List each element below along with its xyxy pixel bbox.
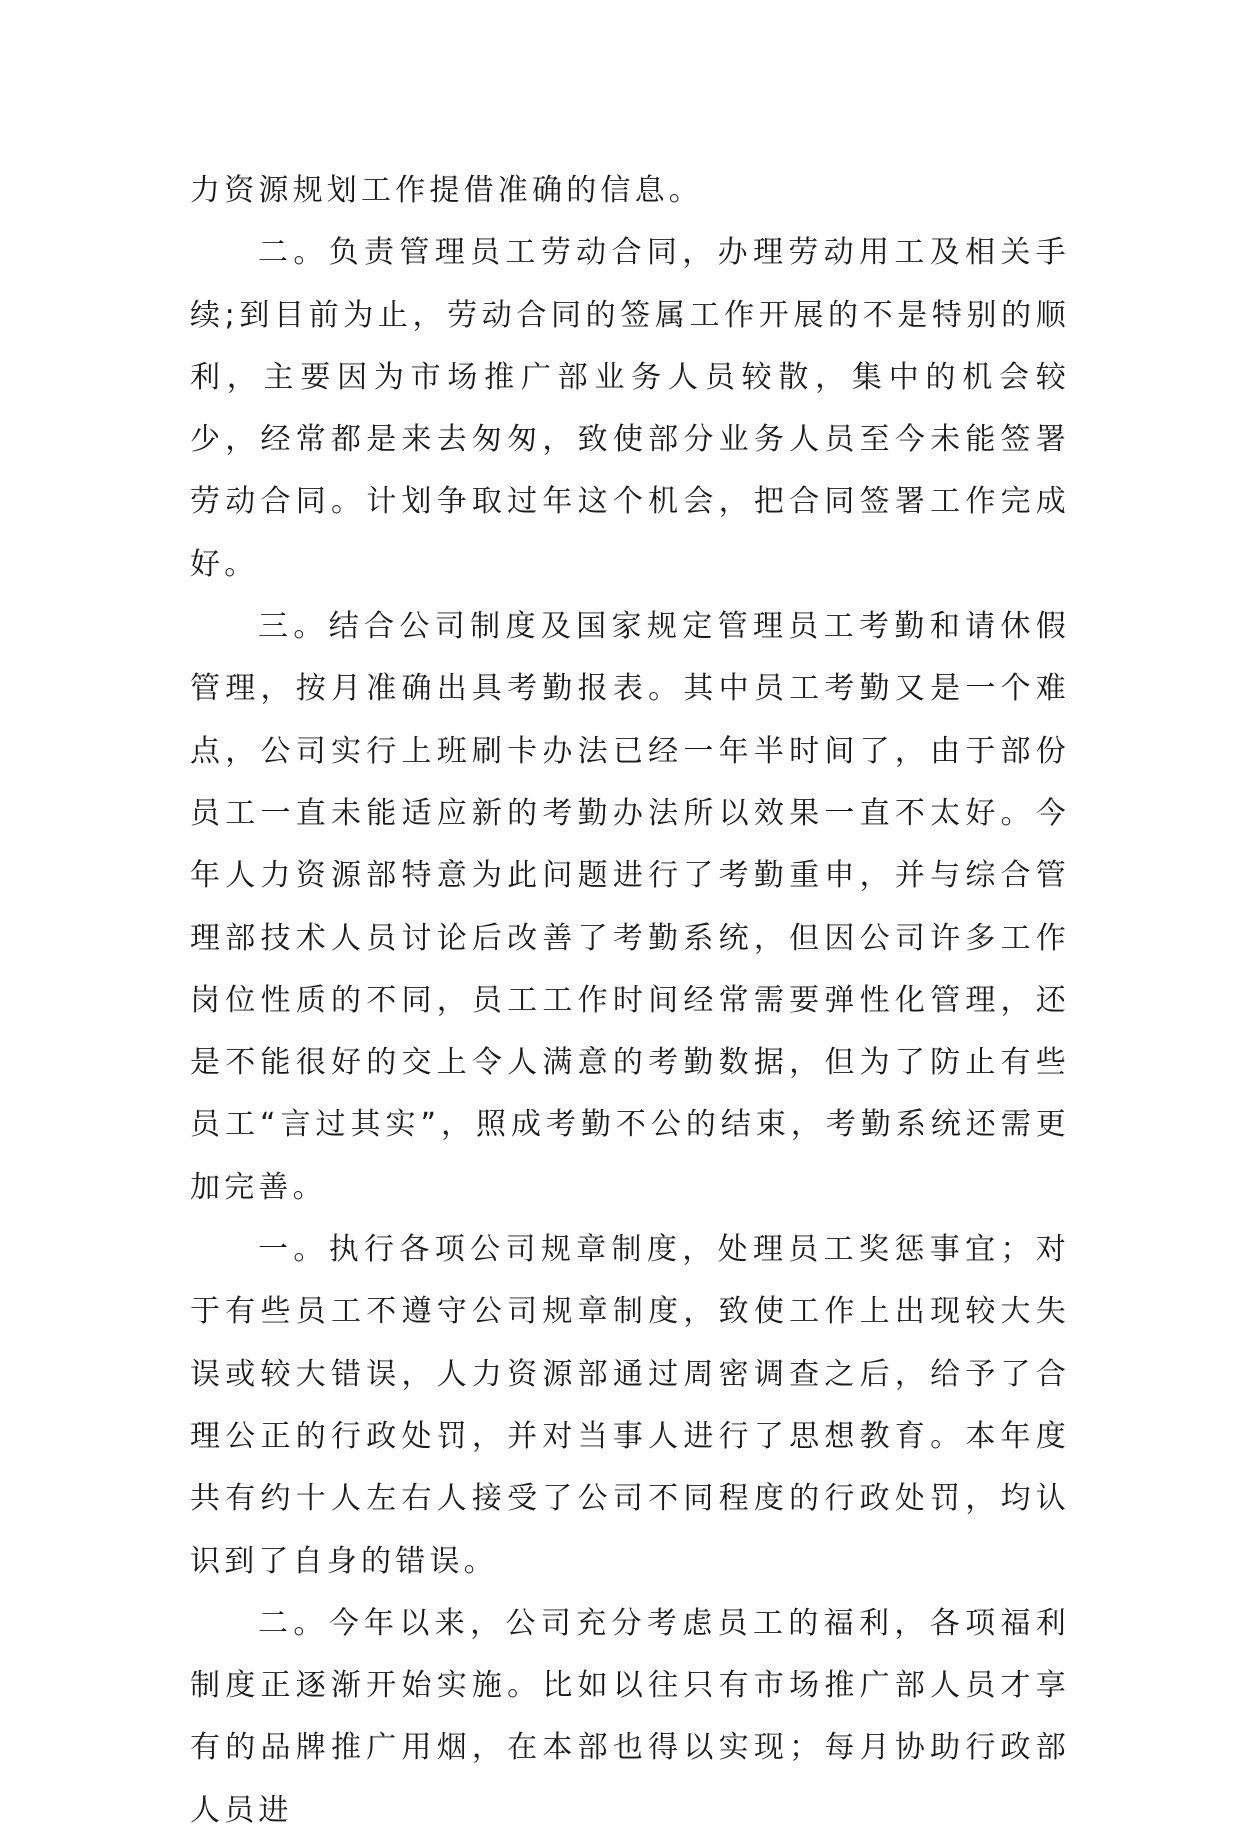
paragraph-4: 一。执行各项公司规章制度，处理员工奖惩事宜；对于有些员工不遵守公司规章制度，致使工作上出现较大失误或较大错误，人力资源部通过周密调查之后，给予了合理公正的行政处罚，并对当事人进行了思想教育。本年度共有约十人左右人接受了公司不同程度的行政处罚，均认识到了自身的错误。 bbox=[190, 1232, 1070, 1579]
paragraph-1: 力资源规划工作提借准确的信息。 bbox=[190, 173, 703, 208]
paragraph-2: 二。负责管理员工劳动合同，办理劳动用工及相关手续;到目前为止，劳动合同的签属工作开展的不是特别的顺利，主要因为市场推广部业务人员较散，集中的机会较少，经常都是来去匆匆，致使部分业务人员至今未能签署劳动合同。计划争取过年这个机会，把合同签署工作完成好。 bbox=[190, 235, 1070, 582]
paragraph-3: 三。结合公司制度及国家规定管理员工考勤和请休假管理，按月准确出具考勤报表。其中员工考勤又是一个难点，公司实行上班刷卡办法已经一年半时间了，由于部份员工一直未能适应新的考勤办法所以效果一直不太好。今年人力资源部特意为此问题进行了考勤重申，并与综合管理部技术人员讨论后改善了考勤系统，但因公司许多工作岗位性质的不同，员工工作时间经常需要弹性化管理，还 是不能很好的交上令人满意的考勤数据，但为了防止有些员工“言过其实”，照成考勤不公的结束，考勤系统还需更加完善。 bbox=[190, 609, 1084, 1205]
paragraph-5: 二。今年以来，公司充分考虑员工的福利，各项福利制度正逐渐开始实施。比如以往只有市场推广部人员才享有的品牌推广用烟，在本部也得以实现；每月协助行政部人员进 bbox=[190, 1605, 1070, 1828]
document-body bbox=[190, 160, 1084, 1842]
